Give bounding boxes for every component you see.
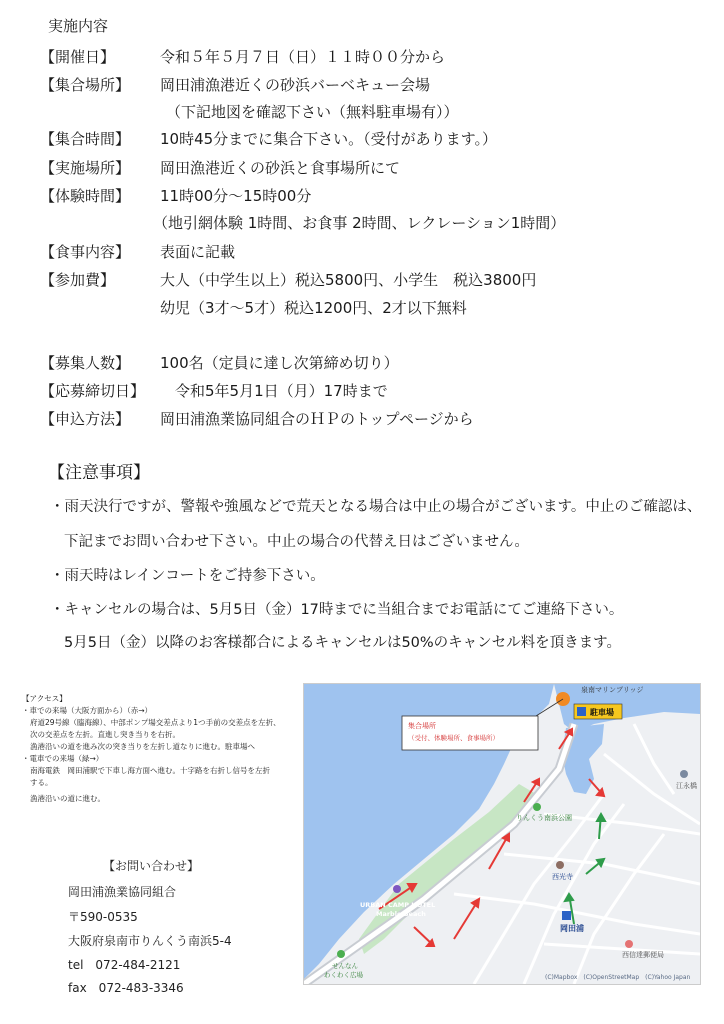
notes-line-1: ・雨天決行ですが、警報や強風などで荒天となる場合は中止の場合がございます。中止のご確認は、 [50,499,702,515]
access-line: ・車での来場（大阪方面から）（赤→） [22,706,153,715]
row-meeting-place-label: 【集合場所】 [40,76,131,94]
access-line: 漁港沿いの道を進み次の突き当りを左折し道なりに進む。駐車場へ [30,742,255,751]
contact-address: 大阪府泉南市りんくう南浜5-4 [68,934,232,948]
contact-zip: 〒590-0535 [68,910,138,924]
row-date-value: 令和５年５月７日（日）１１時００分から [160,48,446,66]
map-label-hotel-1: URBAN CAMP HOTEL [360,901,436,909]
map-label-hiroba-2: わくわく広場 [324,971,363,979]
row-meeting-place-note: （下記地図を確認下さい（無料駐車場有）） [166,103,459,121]
contact-heading: 【お問い合わせ】 [103,859,200,873]
row-hours-value: 11時00分～15時00分 [160,187,312,205]
contact-org: 岡田浦漁業協同組合 [68,885,177,899]
access-line: ・電車での来場（緑→） [22,754,104,763]
map-label-post: 西信達郵便局 [622,951,664,959]
contact-tel: tel 072-484-2121 [68,958,181,972]
row-hours-note: （地引網体験 1時間、お食事 2時間、レクレーション1時間） [153,214,566,232]
access-line: 次の交差点を左折。直進し突き当りを右折。 [30,730,180,739]
contact-fax: fax 072-483-3346 [68,981,184,995]
access-line: 漁港沿いの道に進む。 [30,794,105,803]
park-icon [533,803,541,811]
row-meeting-time-value: 10時45分までに集合下さい。（受付があります。） [160,130,497,148]
access-map[interactable] [303,683,701,985]
eiraku-icon [680,770,688,778]
map-label-callout-sub: （受付、体験場所、食事場所） [408,734,499,742]
map-label-parking: 駐車場 [590,708,614,717]
hiroba-icon [337,950,345,958]
row-capacity-label: 【募集人数】 [40,354,131,372]
notes-line-3: ・雨天時はレインコートをご持参下さい。 [50,568,325,584]
notes-line-5: 5月5日（金）以降のお客様都合によるキャンセルは50%のキャンセル料を頂きます。 [64,635,622,651]
map-label-station: 岡田浦 [560,924,584,933]
row-fee-value: 大人（中学生以上）税込5800円、小学生 税込3800円 [160,271,537,289]
station-icon [562,911,571,920]
row-meeting-time-label: 【集合時間】 [40,130,131,148]
row-fee-label: 【参加費】 [40,271,116,289]
post-icon [625,940,633,948]
map-label-bridge: 泉南マリンブリッジ [581,686,644,694]
map-canvas [304,684,700,984]
map-credits: (C)Mapbox (C)OpenStreetMap (C)Yahoo Japan [545,974,691,981]
map-label-eiraku: 江永橋 [676,782,697,790]
row-date-label: 【開催日】 [40,48,116,66]
row-venue-label: 【実施場所】 [40,159,131,177]
access-line: する。 [30,778,53,787]
hotel-icon [393,885,401,893]
row-venue-value: 岡田漁港近くの砂浜と食事場所にて [160,159,401,177]
parking-icon [577,707,586,716]
notes-line-4: ・キャンセルの場合は、5月5日（金）17時までに当組合までお電話にてご連絡下さい。 [50,602,624,618]
row-apply-value: 岡田浦漁業協同組合のＨＰのトップページから [160,410,474,428]
access-heading: 【アクセス】 [22,694,67,703]
row-capacity-value: 100名（定員に達し次第締め切り） [160,354,399,372]
notes-line-2: 下記までお問い合わせ下さい。中止の場合の代替え日はございません。 [64,534,529,550]
row-meeting-place-value: 岡田浦漁港近くの砂浜バーベキュー会場 [160,76,431,94]
row-hours-label: 【体験時間】 [40,187,131,205]
row-fee-note: 幼児（3才～5才）税込1200円、2才以下無料 [160,299,467,317]
temple-icon [556,861,564,869]
row-meal-label: 【食事内容】 [40,243,131,261]
access-line: 府道29号線（臨海線）、中部ポンプ場交差点より1つ手前の交差点を左折、 [30,718,281,727]
heading: 実施内容 [48,17,109,35]
row-deadline-label: 【応募締切日】 [40,382,146,400]
map-label-park: りんくう南浜公園 [516,814,572,822]
row-meal-value: 表面に記載 [160,243,236,261]
access-line: 南海電鉄 岡田浦駅で下車し海方面へ進む。十字路を右折し信号を左折 [30,766,270,775]
row-apply-label: 【申込方法】 [40,410,131,428]
map-label-hiroba-1: せんなん [332,962,358,970]
map-label-callout-title: 集合場所 [408,722,436,730]
map-label-temple: 西光寺 [552,873,573,881]
notes-heading: 【注意事項】 [48,463,150,483]
map-label-hotel-2: Marble Beach [376,910,426,918]
row-deadline-value: 令和5年5月1日（月）17時まで [175,382,388,400]
